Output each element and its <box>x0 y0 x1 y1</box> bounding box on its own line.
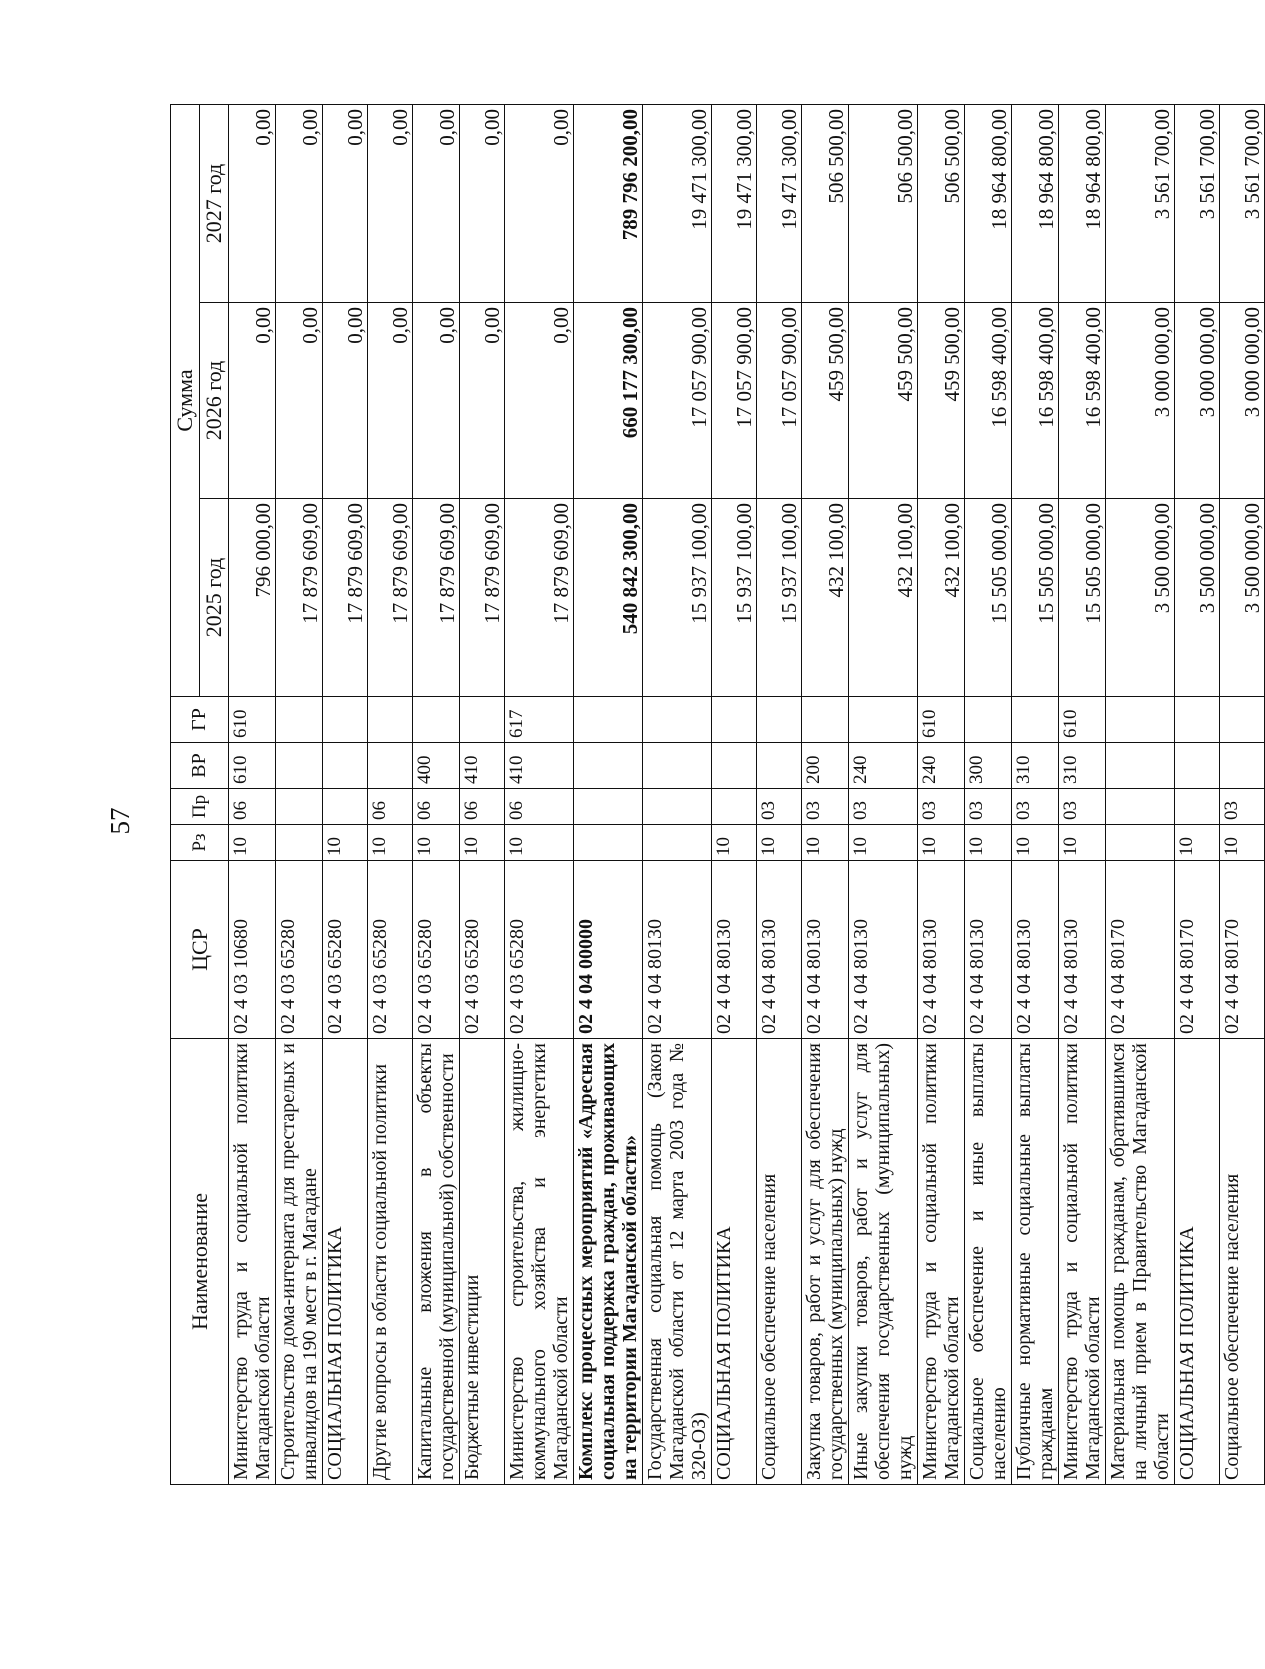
cell-2027: 0,00 <box>460 105 505 303</box>
cell-rz: 10 <box>323 825 368 861</box>
cell-name: Бюджетные инвестиции <box>460 1039 505 1485</box>
cell-pr <box>643 789 712 825</box>
cell-name: Закупка товаров, работ и услуг для обеспечения государственных (муниципальных) нужд <box>802 1039 849 1485</box>
cell-gr <box>712 697 757 743</box>
cell-2027: 18 964 800,00 <box>1012 105 1059 303</box>
cell-rz: 10 <box>965 825 1012 861</box>
cell-2025: 15 505 000,00 <box>1012 499 1059 697</box>
cell-2026: 0,00 <box>413 303 460 499</box>
cell-gr: 617 <box>505 697 574 743</box>
cell-vr <box>276 743 323 789</box>
table-row <box>1059 105 1106 1485</box>
cell-gr <box>1175 697 1220 743</box>
cell-2025: 17 879 609,00 <box>323 499 368 697</box>
cell-vr <box>574 743 643 789</box>
cell-vr: 200 <box>802 743 849 789</box>
header-vr: ВР <box>171 743 229 789</box>
cell-2026: 3 000 000,00 <box>1106 303 1175 499</box>
cell-csr: 02 4 04 80170 <box>1175 861 1220 1039</box>
cell-2025: 3 500 000,00 <box>1175 499 1220 697</box>
cell-csr: 02 4 04 80130 <box>918 861 965 1039</box>
cell-name: Строительство дома-интерната для престарелых и инвалидов на 190 мест в г. Магадане <box>276 1039 323 1485</box>
cell-2027: 0,00 <box>368 105 413 303</box>
cell-2025: 17 879 609,00 <box>368 499 413 697</box>
cell-vr <box>643 743 712 789</box>
cell-vr: 240 <box>918 743 965 789</box>
cell-vr: 410 <box>505 743 574 789</box>
cell-rz <box>574 825 643 861</box>
cell-2026: 0,00 <box>460 303 505 499</box>
cell-2025: 796 000,00 <box>229 499 276 697</box>
cell-2025: 17 879 609,00 <box>276 499 323 697</box>
cell-csr: 02 4 03 65280 <box>505 861 574 1039</box>
table-row <box>368 105 413 1485</box>
cell-gr: 610 <box>229 697 276 743</box>
cell-2025: 15 937 100,00 <box>757 499 802 697</box>
cell-2026: 16 598 400,00 <box>1059 303 1106 499</box>
cell-2026: 459 500,00 <box>918 303 965 499</box>
cell-2027: 18 964 800,00 <box>1059 105 1106 303</box>
cell-2025: 17 879 609,00 <box>460 499 505 697</box>
header-rz: Рз <box>171 825 229 861</box>
cell-pr: 06 <box>413 789 460 825</box>
cell-2025: 15 937 100,00 <box>643 499 712 697</box>
cell-csr: 02 4 04 80130 <box>643 861 712 1039</box>
cell-2027: 18 964 800,00 <box>965 105 1012 303</box>
table-row <box>323 105 368 1485</box>
cell-2026: 17 057 900,00 <box>712 303 757 499</box>
cell-2026: 0,00 <box>368 303 413 499</box>
cell-gr <box>413 697 460 743</box>
cell-vr: 410 <box>460 743 505 789</box>
cell-csr: 02 4 04 80170 <box>1220 861 1265 1039</box>
table-row <box>1175 105 1220 1485</box>
cell-2027: 3 561 700,00 <box>1106 105 1175 303</box>
cell-2026: 0,00 <box>229 303 276 499</box>
cell-2026: 16 598 400,00 <box>965 303 1012 499</box>
cell-rz: 10 <box>918 825 965 861</box>
cell-2025: 540 842 300,00 <box>574 499 643 697</box>
cell-name: СОЦИАЛЬНАЯ ПОЛИТИКА <box>1175 1039 1220 1485</box>
cell-2026: 17 057 900,00 <box>757 303 802 499</box>
cell-pr <box>1175 789 1220 825</box>
table-row <box>229 105 276 1485</box>
cell-name: Капитальные вложения в объекты государственной (муниципальной) собственности <box>413 1039 460 1485</box>
table-row <box>276 105 323 1485</box>
cell-2027: 789 796 200,00 <box>574 105 643 303</box>
cell-2027: 506 500,00 <box>802 105 849 303</box>
cell-vr <box>757 743 802 789</box>
cell-vr <box>1106 743 1175 789</box>
cell-2027: 3 561 700,00 <box>1175 105 1220 303</box>
cell-csr: 02 4 03 65280 <box>413 861 460 1039</box>
cell-2026: 0,00 <box>323 303 368 499</box>
budget-table <box>170 104 1265 1485</box>
cell-2026: 17 057 900,00 <box>643 303 712 499</box>
cell-pr: 03 <box>1012 789 1059 825</box>
cell-csr: 02 4 04 80130 <box>802 861 849 1039</box>
cell-2027: 0,00 <box>229 105 276 303</box>
cell-pr <box>712 789 757 825</box>
cell-vr <box>368 743 413 789</box>
cell-pr: 03 <box>757 789 802 825</box>
cell-2025: 17 879 609,00 <box>505 499 574 697</box>
cell-csr: 02 4 03 65280 <box>276 861 323 1039</box>
cell-2026: 660 177 300,00 <box>574 303 643 499</box>
cell-csr: 02 4 04 00000 <box>574 861 643 1039</box>
cell-csr: 02 4 03 65280 <box>460 861 505 1039</box>
cell-csr: 02 4 04 80130 <box>712 861 757 1039</box>
cell-csr: 02 4 04 80130 <box>757 861 802 1039</box>
cell-gr <box>1220 697 1265 743</box>
cell-vr: 240 <box>849 743 918 789</box>
cell-pr: 06 <box>229 789 276 825</box>
cell-pr: 03 <box>1220 789 1265 825</box>
cell-csr: 02 4 03 65280 <box>323 861 368 1039</box>
cell-rz: 10 <box>1175 825 1220 861</box>
header-pr: Пр <box>171 789 229 825</box>
cell-2026: 3 000 000,00 <box>1175 303 1220 499</box>
header-name: Наименование <box>171 1039 229 1485</box>
cell-pr <box>1106 789 1175 825</box>
table-row <box>1106 105 1175 1485</box>
cell-csr: 02 4 04 80130 <box>849 861 918 1039</box>
cell-csr: 02 4 04 80170 <box>1106 861 1175 1039</box>
cell-vr: 300 <box>965 743 1012 789</box>
cell-pr: 03 <box>1059 789 1106 825</box>
table-row <box>413 105 460 1485</box>
cell-name: Министерство труда и социальной политики Магаданской области <box>918 1039 965 1485</box>
cell-pr: 06 <box>368 789 413 825</box>
table-body <box>229 105 1265 1485</box>
cell-name: Другие вопросы в области социальной политики <box>368 1039 413 1485</box>
cell-gr <box>368 697 413 743</box>
cell-csr: 02 4 04 80130 <box>1059 861 1106 1039</box>
cell-2027: 0,00 <box>505 105 574 303</box>
header-sum: Сумма <box>171 105 200 697</box>
cell-name: Государственная социальная помощь (Закон Магаданской области от 12 марта 2003 года № 320-ОЗ) <box>643 1039 712 1485</box>
cell-rz <box>1106 825 1175 861</box>
cell-csr: 02 4 03 10680 <box>229 861 276 1039</box>
cell-gr <box>965 697 1012 743</box>
cell-pr: 03 <box>802 789 849 825</box>
cell-name: Министерство труда и социальной политики Магаданской области <box>1059 1039 1106 1485</box>
table-row <box>1012 105 1059 1485</box>
cell-name: Министерство строительства, жилищно-коммунального хозяйства и энергетики Магаданской области <box>505 1039 574 1485</box>
cell-2026: 3 000 000,00 <box>1220 303 1265 499</box>
cell-2026: 0,00 <box>276 303 323 499</box>
cell-gr <box>1012 697 1059 743</box>
cell-pr: 06 <box>460 789 505 825</box>
table-row <box>849 105 918 1485</box>
cell-name: Социальное обеспечение и иные выплаты населению <box>965 1039 1012 1485</box>
cell-vr <box>1175 743 1220 789</box>
cell-2025: 3 500 000,00 <box>1220 499 1265 697</box>
cell-2027: 19 471 300,00 <box>712 105 757 303</box>
cell-vr <box>323 743 368 789</box>
table-row <box>460 105 505 1485</box>
table-row <box>918 105 965 1485</box>
header-row <box>171 105 200 1485</box>
cell-pr: 03 <box>965 789 1012 825</box>
cell-gr: 610 <box>1059 697 1106 743</box>
cell-2027: 506 500,00 <box>918 105 965 303</box>
cell-2027: 3 561 700,00 <box>1220 105 1265 303</box>
cell-2026: 459 500,00 <box>802 303 849 499</box>
cell-rz: 10 <box>1012 825 1059 861</box>
cell-pr <box>276 789 323 825</box>
table-row <box>712 105 757 1485</box>
cell-rz <box>276 825 323 861</box>
cell-2025: 15 505 000,00 <box>965 499 1012 697</box>
cell-gr: 610 <box>918 697 965 743</box>
header-csr: ЦСР <box>171 861 229 1039</box>
cell-name: Социальное обеспечение населения <box>1220 1039 1265 1485</box>
cell-name: СОЦИАЛЬНАЯ ПОЛИТИКА <box>712 1039 757 1485</box>
cell-2025: 15 937 100,00 <box>712 499 757 697</box>
cell-vr: 310 <box>1059 743 1106 789</box>
cell-name: Публичные нормативные социальные выплаты гражданам <box>1012 1039 1059 1485</box>
cell-2025: 432 100,00 <box>849 499 918 697</box>
cell-rz: 10 <box>757 825 802 861</box>
cell-rz: 10 <box>413 825 460 861</box>
cell-vr: 310 <box>1012 743 1059 789</box>
cell-2027: 19 471 300,00 <box>757 105 802 303</box>
page-number: 57 <box>105 807 135 835</box>
cell-csr: 02 4 04 80130 <box>1012 861 1059 1039</box>
cell-pr: 03 <box>849 789 918 825</box>
cell-rz: 10 <box>802 825 849 861</box>
cell-pr: 06 <box>505 789 574 825</box>
cell-gr <box>849 697 918 743</box>
budget-table-container <box>170 105 1264 1485</box>
cell-pr: 03 <box>918 789 965 825</box>
cell-2026: 16 598 400,00 <box>1012 303 1059 499</box>
cell-2026: 0,00 <box>505 303 574 499</box>
cell-2025: 432 100,00 <box>802 499 849 697</box>
table-row <box>757 105 802 1485</box>
cell-name: СОЦИАЛЬНАЯ ПОЛИТИКА <box>323 1039 368 1485</box>
cell-name: Комплекс процессных мероприятий «Адресная социальная поддержка граждан, проживающих на территории Магаданской области» <box>574 1039 643 1485</box>
cell-2027: 0,00 <box>276 105 323 303</box>
cell-2025: 15 505 000,00 <box>1059 499 1106 697</box>
cell-vr <box>712 743 757 789</box>
table-row <box>1220 105 1265 1485</box>
table-row <box>505 105 574 1485</box>
cell-rz: 10 <box>1220 825 1265 861</box>
cell-2027: 0,00 <box>413 105 460 303</box>
cell-2026: 459 500,00 <box>849 303 918 499</box>
header-2025: 2025 год <box>200 499 229 697</box>
cell-gr <box>323 697 368 743</box>
cell-2027: 506 500,00 <box>849 105 918 303</box>
cell-2025: 3 500 000,00 <box>1106 499 1175 697</box>
cell-gr <box>643 697 712 743</box>
cell-csr: 02 4 03 65280 <box>368 861 413 1039</box>
cell-rz: 10 <box>368 825 413 861</box>
header-2027: 2027 год <box>200 105 229 303</box>
cell-2027: 19 471 300,00 <box>643 105 712 303</box>
cell-rz: 10 <box>712 825 757 861</box>
cell-gr <box>757 697 802 743</box>
cell-rz: 10 <box>849 825 918 861</box>
cell-2027: 0,00 <box>323 105 368 303</box>
cell-rz: 10 <box>229 825 276 861</box>
cell-gr <box>276 697 323 743</box>
cell-name: Министерство труда и социальной политики Магаданской области <box>229 1039 276 1485</box>
table-row <box>643 105 712 1485</box>
cell-pr <box>574 789 643 825</box>
cell-gr <box>1106 697 1175 743</box>
cell-csr: 02 4 04 80130 <box>965 861 1012 1039</box>
table-row <box>802 105 849 1485</box>
cell-rz: 10 <box>505 825 574 861</box>
cell-2025: 17 879 609,00 <box>413 499 460 697</box>
cell-vr <box>1220 743 1265 789</box>
cell-pr <box>323 789 368 825</box>
cell-vr: 610 <box>229 743 276 789</box>
cell-name: Материальная помощь гражданам, обратившимся на личный прием в Правительство Магаданской области <box>1106 1039 1175 1485</box>
cell-2025: 432 100,00 <box>918 499 965 697</box>
cell-gr <box>802 697 849 743</box>
cell-gr <box>460 697 505 743</box>
cell-rz: 10 <box>460 825 505 861</box>
cell-name: Социальное обеспечение населения <box>757 1039 802 1485</box>
cell-gr <box>574 697 643 743</box>
table-row-section-heading <box>574 105 643 1485</box>
cell-name: Иные закупки товаров, работ и услуг для обеспечения государственных (муниципальных) нужд <box>849 1039 918 1485</box>
cell-vr: 400 <box>413 743 460 789</box>
header-2026: 2026 год <box>200 303 229 499</box>
table-row <box>965 105 1012 1485</box>
cell-rz <box>643 825 712 861</box>
cell-rz: 10 <box>1059 825 1106 861</box>
header-gr: ГР <box>171 697 229 743</box>
